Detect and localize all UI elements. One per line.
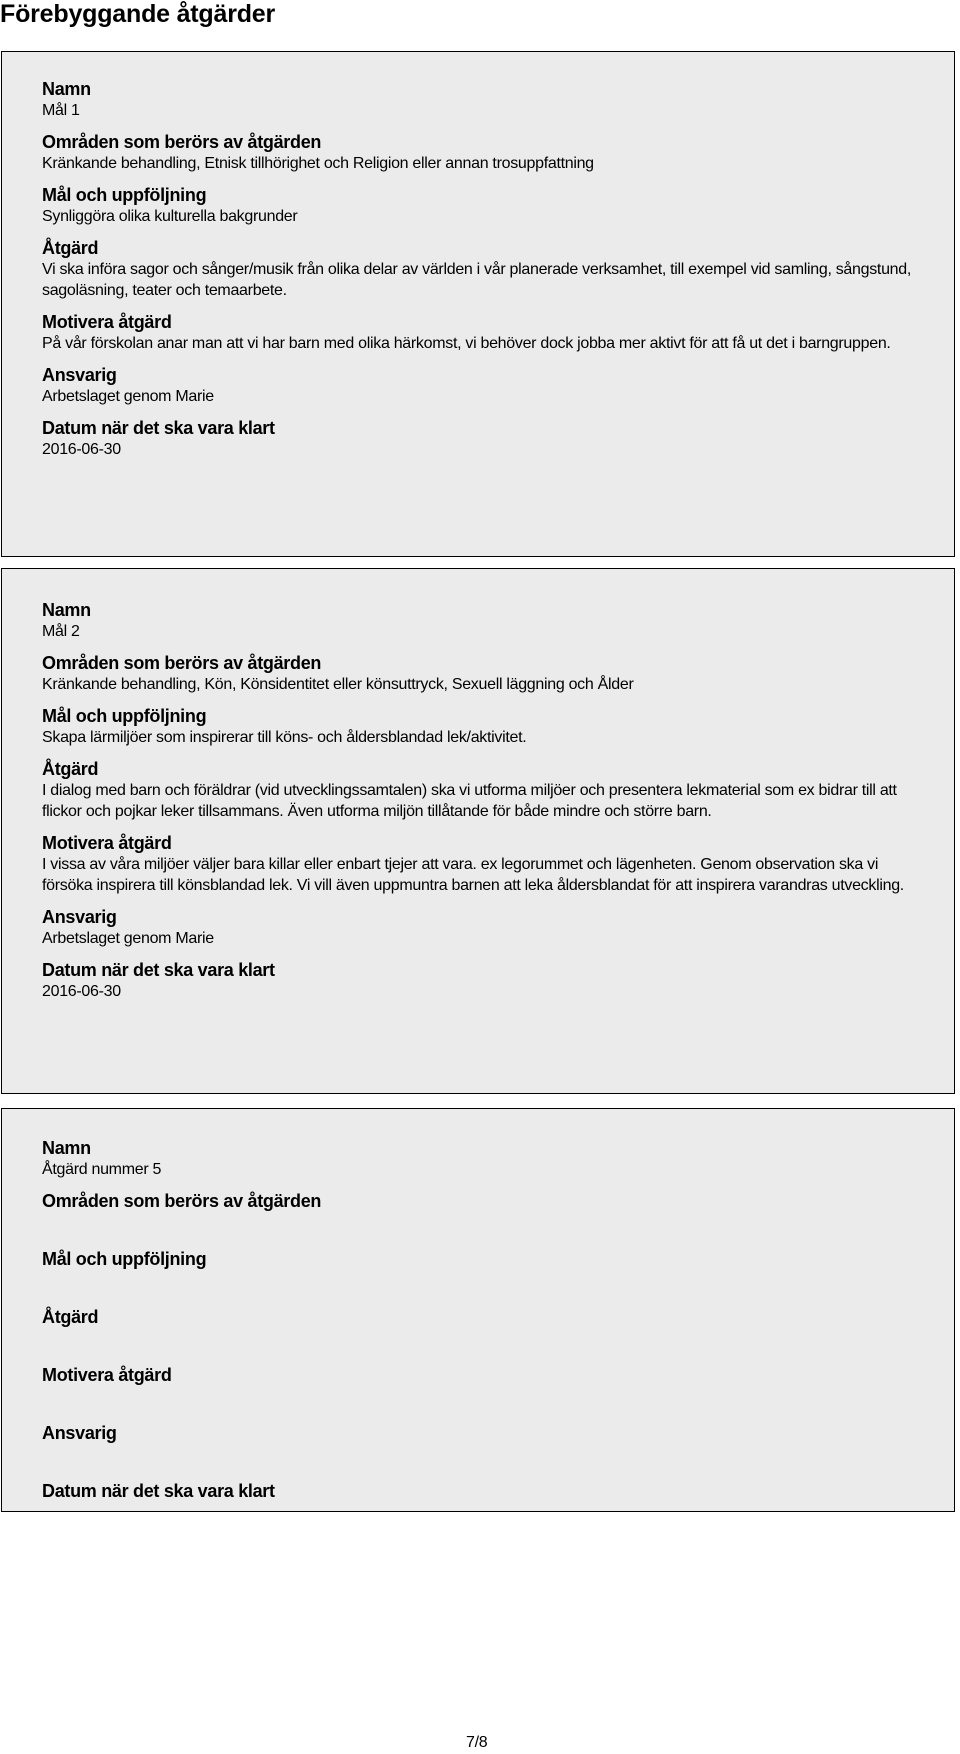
field-label: Namn (42, 79, 91, 99)
field-due-date (42, 417, 914, 460)
measure-card (1, 1108, 955, 1512)
field-label: Motivera åtgärd (42, 833, 172, 853)
field-value: Skapa lärmiljöer som inspirerar till köns- och åldersblandad lek/aktivitet. (42, 729, 527, 746)
field-label: Datum när det ska vara klart (42, 1481, 275, 1501)
field-motivation (42, 832, 914, 896)
field-responsible (42, 906, 914, 949)
field-action (42, 1306, 914, 1354)
field-name (42, 1137, 914, 1180)
field-label: Åtgärd (42, 1307, 99, 1327)
field-value (42, 1270, 914, 1296)
measure-card (1, 568, 955, 1094)
field-label: Mål och uppföljning (42, 185, 207, 205)
field-action (42, 237, 914, 301)
field-label: Områden som berörs av åtgärden (42, 653, 322, 673)
page-title: Förebyggande åtgärder (0, 0, 276, 28)
field-due-date (42, 1480, 914, 1502)
field-value: På vår förskolan anar man att vi har barn med olika härkomst, vi behöver dock jobba mer aktivt för att få ut det i barngruppen. (42, 335, 891, 352)
field-value: 2016-06-30 (42, 441, 121, 458)
field-value (42, 1444, 914, 1470)
field-label: Åtgärd (42, 238, 99, 258)
field-value: Mål 1 (42, 102, 80, 119)
field-goal (42, 184, 914, 227)
field-value: Arbetslaget genom Marie (42, 388, 214, 405)
field-areas (42, 652, 914, 695)
field-action (42, 758, 914, 822)
field-label: Mål och uppföljning (42, 1249, 207, 1269)
field-label: Ansvarig (42, 1423, 117, 1443)
measure-card (1, 51, 955, 557)
field-value: Kränkande behandling, Kön, Könsidentitet eller könsuttryck, Sexuell läggning och Ålder (42, 676, 634, 693)
field-motivation (42, 311, 914, 354)
field-responsible (42, 364, 914, 407)
field-value (42, 1328, 914, 1354)
field-label: Ansvarig (42, 365, 117, 385)
field-areas (42, 1190, 914, 1238)
field-value: Vi ska införa sagor och sånger/musik från olika delar av världen i vår planerade verksamhet, till exempel vid samling, sångstund, sagoläsning, teater och temaarbete. (42, 261, 912, 299)
field-value: Arbetslaget genom Marie (42, 930, 214, 947)
field-label: Motivera åtgärd (42, 1365, 172, 1385)
field-label: Områden som berörs av åtgärden (42, 132, 322, 152)
field-value (42, 1386, 914, 1412)
field-value (42, 1212, 914, 1238)
field-value: 2016-06-30 (42, 983, 121, 1000)
field-value: Kränkande behandling, Etnisk tillhörighet och Religion eller annan trosuppfattning (42, 155, 594, 172)
field-label: Områden som berörs av åtgärden (42, 1191, 322, 1211)
field-value: Åtgärd nummer 5 (42, 1161, 162, 1178)
field-due-date (42, 959, 914, 1002)
field-label: Namn (42, 600, 91, 620)
field-label: Namn (42, 1138, 91, 1158)
field-value: Mål 2 (42, 623, 80, 640)
field-goal (42, 1248, 914, 1296)
field-label: Ansvarig (42, 907, 117, 927)
field-name (42, 599, 914, 642)
field-label: Datum när det ska vara klart (42, 418, 275, 438)
field-areas (42, 131, 914, 174)
page-number: 7/8 (466, 1734, 488, 1751)
field-label: Mål och uppföljning (42, 706, 207, 726)
field-name (42, 78, 914, 121)
field-responsible (42, 1422, 914, 1470)
field-label: Datum när det ska vara klart (42, 960, 275, 980)
field-goal (42, 705, 914, 748)
field-value: Synliggöra olika kulturella bakgrunder (42, 208, 298, 225)
field-label: Åtgärd (42, 759, 99, 779)
field-label: Motivera åtgärd (42, 312, 172, 332)
field-motivation (42, 1364, 914, 1412)
field-value: I dialog med barn och föräldrar (vid utvecklingssamtalen) ska vi utforma miljöer och presentera lekmaterial som ex bidrar till att flickor och pojkar leker tillsammans. Även utforma miljön tillåtande för både mindre och större barn. (42, 782, 897, 820)
field-value: I vissa av våra miljöer väljer bara killar eller enbart tjejer att vara. ex legorummet och lägenheten. Genom observation ska vi försöka inspirera till könsblandad lek. Vi vill även uppmuntra barnen att leka åldersblandat för att inspirera varandras utveckling. (42, 856, 904, 894)
